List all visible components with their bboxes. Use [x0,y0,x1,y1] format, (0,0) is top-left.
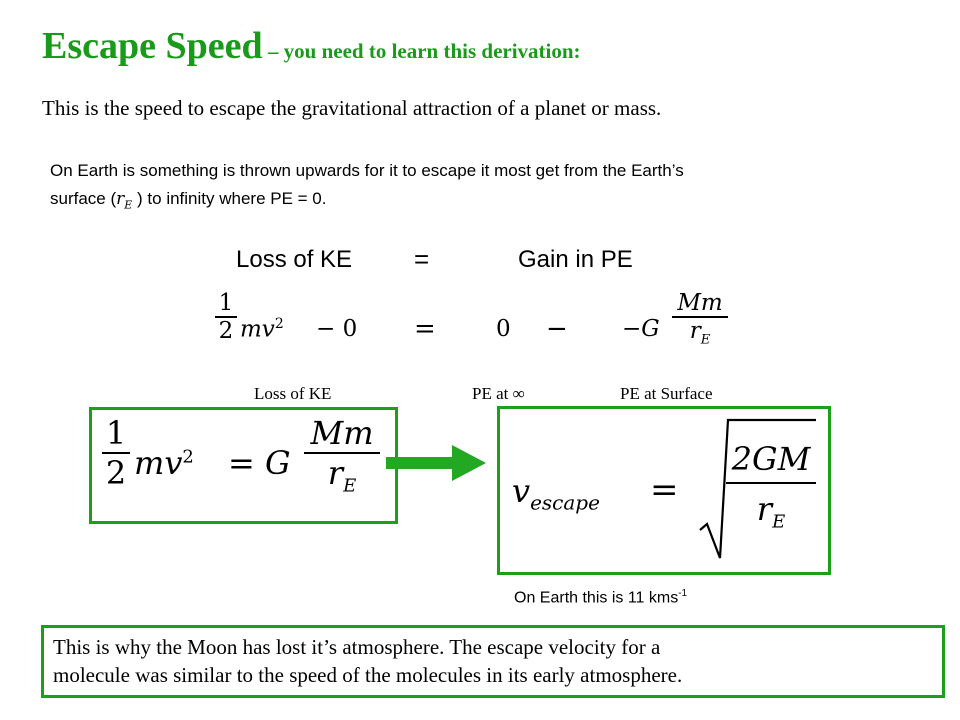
eq3-equals: = [650,470,679,510]
note-line-1: On Earth is something is thrown upwards for it to escape it most get from the Earth’s [50,161,684,180]
eq3-v: v [512,472,531,510]
note-symbol: r [116,189,125,209]
page-title [42,24,581,68]
eq1-half-den: 2 [218,317,234,344]
eq1-half [215,290,237,344]
word-loss-ke: Loss of KE [236,246,353,273]
eq2-frac-den [304,454,380,496]
earth-escape-value [514,588,687,607]
eq2-mv: mv [134,444,183,482]
eq3-fraction [726,440,816,532]
title-main: Escape Speed [42,25,263,67]
footer-text [53,633,682,689]
caption-loss-ke: Loss of KE [254,384,332,403]
eq1-mv2 [240,316,284,343]
eq1-frac-num: Mm [677,290,723,316]
intro-note [50,157,684,219]
eq2-frac-den-r: r [327,454,344,492]
eq2-fraction [304,414,380,496]
eq3-frac-bar [726,482,816,484]
note-line-2 [50,185,684,219]
eq1-zero: 0 [496,316,511,342]
word-gain-pe: Gain in PE [518,246,633,273]
earth-value-sup: -1 [678,588,688,599]
eq3-den-sub: E [772,511,786,533]
caption-pe-infinity: PE at ∞ [472,384,525,403]
footer-line-2: molecule was similar to the speed of the molecules in its early atmosphere. [53,663,683,687]
eq2-half [102,414,130,492]
note-line-2b: ) to infinity where PE = 0. [132,189,327,208]
eq3-v-sub: escape [530,490,600,515]
note-line-2a: surface ( [50,189,117,208]
caption-pe-surface: PE at Surface [620,384,713,403]
eq3-den [726,490,816,532]
word-equals: = [414,244,430,274]
note-symbol-sub: E [124,198,133,212]
eq1-sq: 2 [274,316,284,332]
eq1-minus: − [546,314,568,344]
eq1-frac-den [672,318,728,348]
eq1-frac-den-sub: E [700,332,711,348]
eq2-half-den: 2 [105,454,127,492]
eq2-frac-num: Mm [310,414,374,452]
footer-line-1: This is why the Moon has lost it’s atmosphere. The escape velocity for a [53,635,661,659]
eq1-half-num: 1 [218,290,234,316]
eq2-frac-den-sub: E [343,475,357,497]
eq2-sq: 2 [182,446,194,468]
eq3-den-r: r [756,490,773,528]
eq1-neg-g: −G [622,316,660,342]
eq2-mv2 [134,444,194,482]
right-arrow-icon [386,444,488,482]
eq1-frac-den-r: r [689,317,701,344]
eq1-equals: = [414,314,436,344]
earth-value-text: On Earth this is 11 kms [514,589,679,607]
title-sub: – you need to learn this derivation: [262,39,581,63]
eq1-minus-zero: − 0 [316,316,358,342]
subtitle: This is the speed to escape the gravitational attraction of a planet or mass. [42,96,662,120]
eq2-half-num: 1 [105,414,127,452]
eq1-fraction [672,290,728,347]
eq3-v-escape [512,472,600,514]
eq1-mv: mv [240,316,275,343]
eq3-num: 2GM [731,440,811,478]
eq2-equals-g: = G [228,444,291,482]
